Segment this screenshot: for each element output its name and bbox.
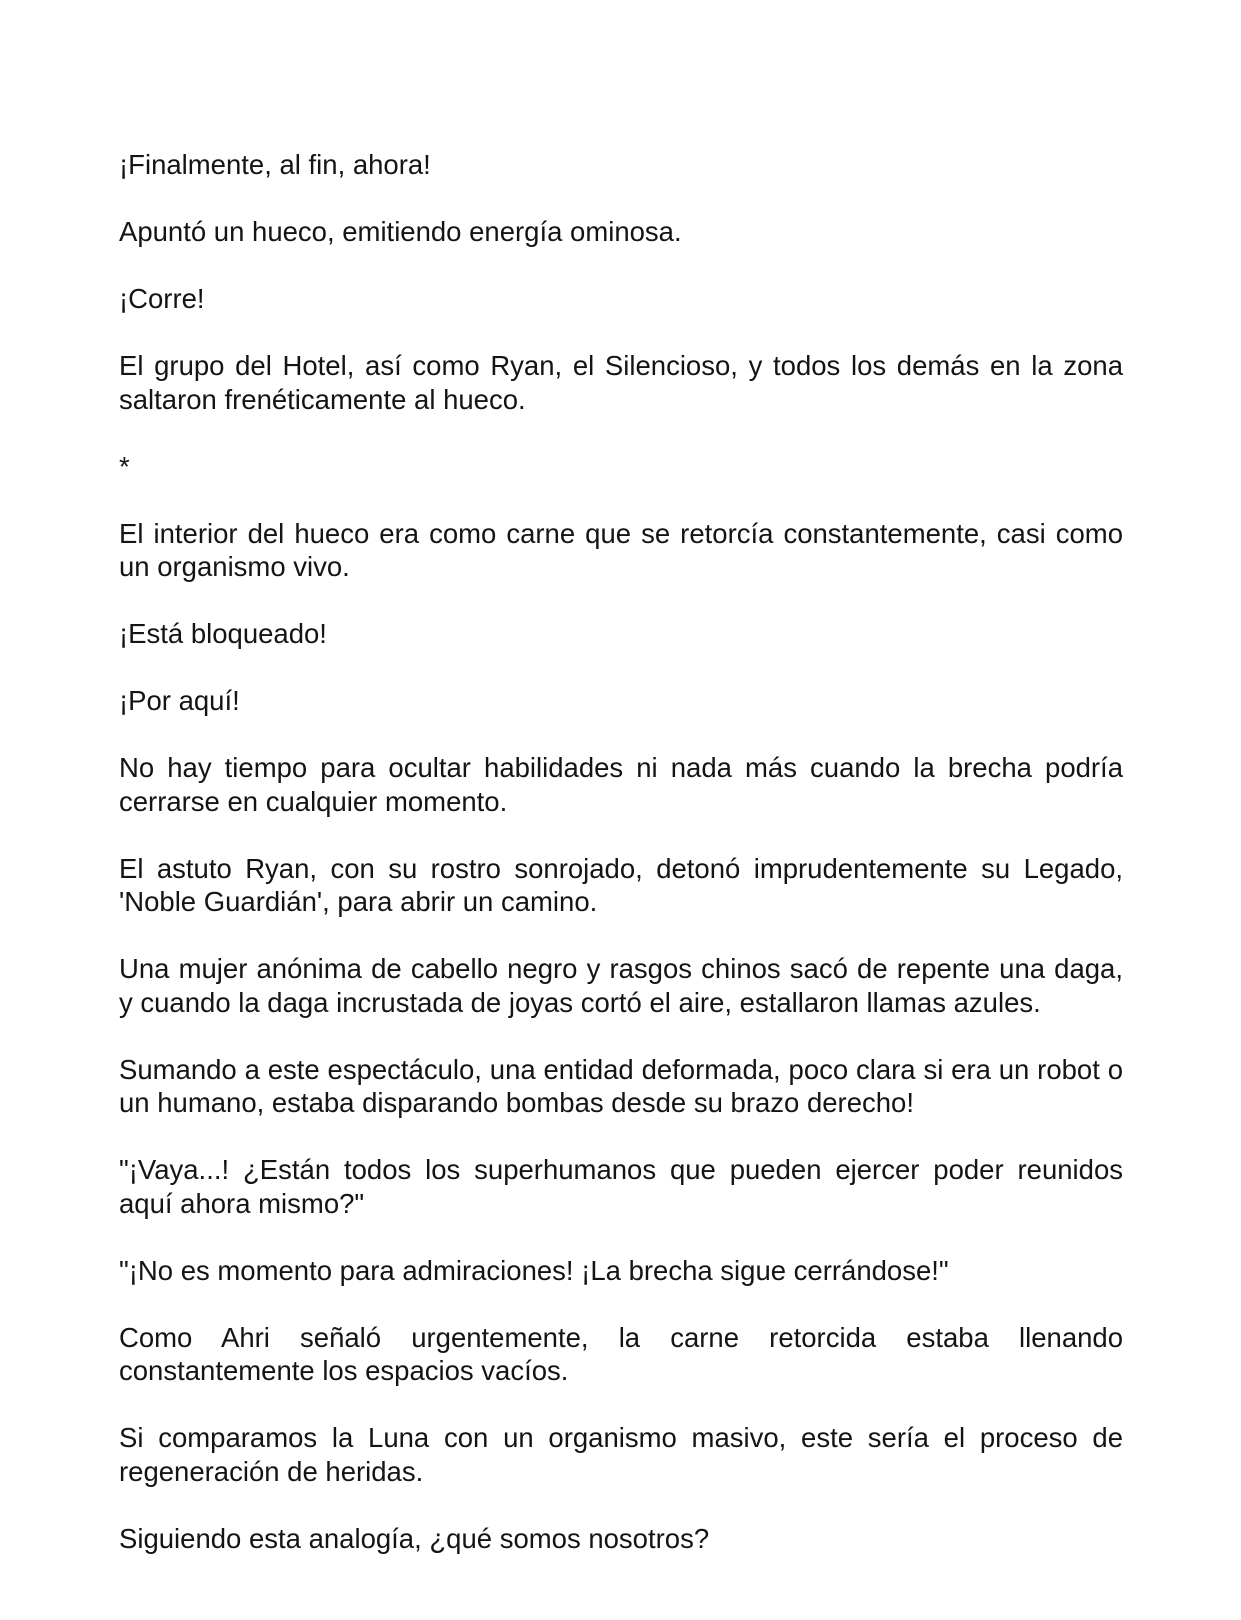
paragraph: ¡Por aquí! xyxy=(119,685,240,716)
paragraph: Siguiendo esta analogía, ¿qué somos nosotros? xyxy=(119,1522,710,1554)
paragraph: El grupo del Hotel, así como Ryan, el Silencioso, y todos los demás en la zona saltaron frenéticamente al hueco. xyxy=(119,350,1123,415)
paragraph: ¡Finalmente, al fin, ahora! xyxy=(119,149,431,180)
paragraph: Como Ahri señaló urgentemente, la carne retorcida estaba llenando constantemente los espacios vacíos. xyxy=(119,1321,1123,1386)
paragraph: Sumando a este espectáculo, una entidad deformada, poco clara si era un robot o un humano, estaba disparando bombas desde su brazo derecho! xyxy=(119,1053,1123,1118)
document-page xyxy=(119,148,1123,1555)
paragraph: Apuntó un hueco, emitiendo energía ominosa. xyxy=(119,216,682,247)
paragraph: El astuto Ryan, con su rostro sonrojado, detonó imprudentemente su Legado, 'Noble Guardián', para abrir un camino. xyxy=(119,852,1123,917)
paragraph: Si comparamos la Luna con un organismo masivo, este sería el proceso de regeneración de heridas. xyxy=(119,1422,1123,1487)
paragraph: "¡No es momento para admiraciones! ¡La brecha sigue cerrándose!" xyxy=(119,1254,949,1286)
paragraph: "¡Vaya...! ¿Están todos los superhumanos que pueden ejercer poder reunidos aquí ahora mismo?" xyxy=(119,1154,1123,1219)
scene-break: * xyxy=(119,450,130,482)
paragraph: ¡Corre! xyxy=(119,283,205,314)
paragraph: ¡Está bloqueado! xyxy=(119,618,327,649)
paragraph: Una mujer anónima de cabello negro y rasgos chinos sacó de repente una daga, y cuando la daga incrustada de joyas cortó el aire, estallaron llamas azules. xyxy=(119,953,1123,1018)
paragraph: No hay tiempo para ocultar habilidades ni nada más cuando la brecha podría cerrarse en cualquier momento. xyxy=(119,752,1123,817)
paragraph: El interior del hueco era como carne que se retorcía constantemente, casi como un organismo vivo. xyxy=(119,517,1123,582)
